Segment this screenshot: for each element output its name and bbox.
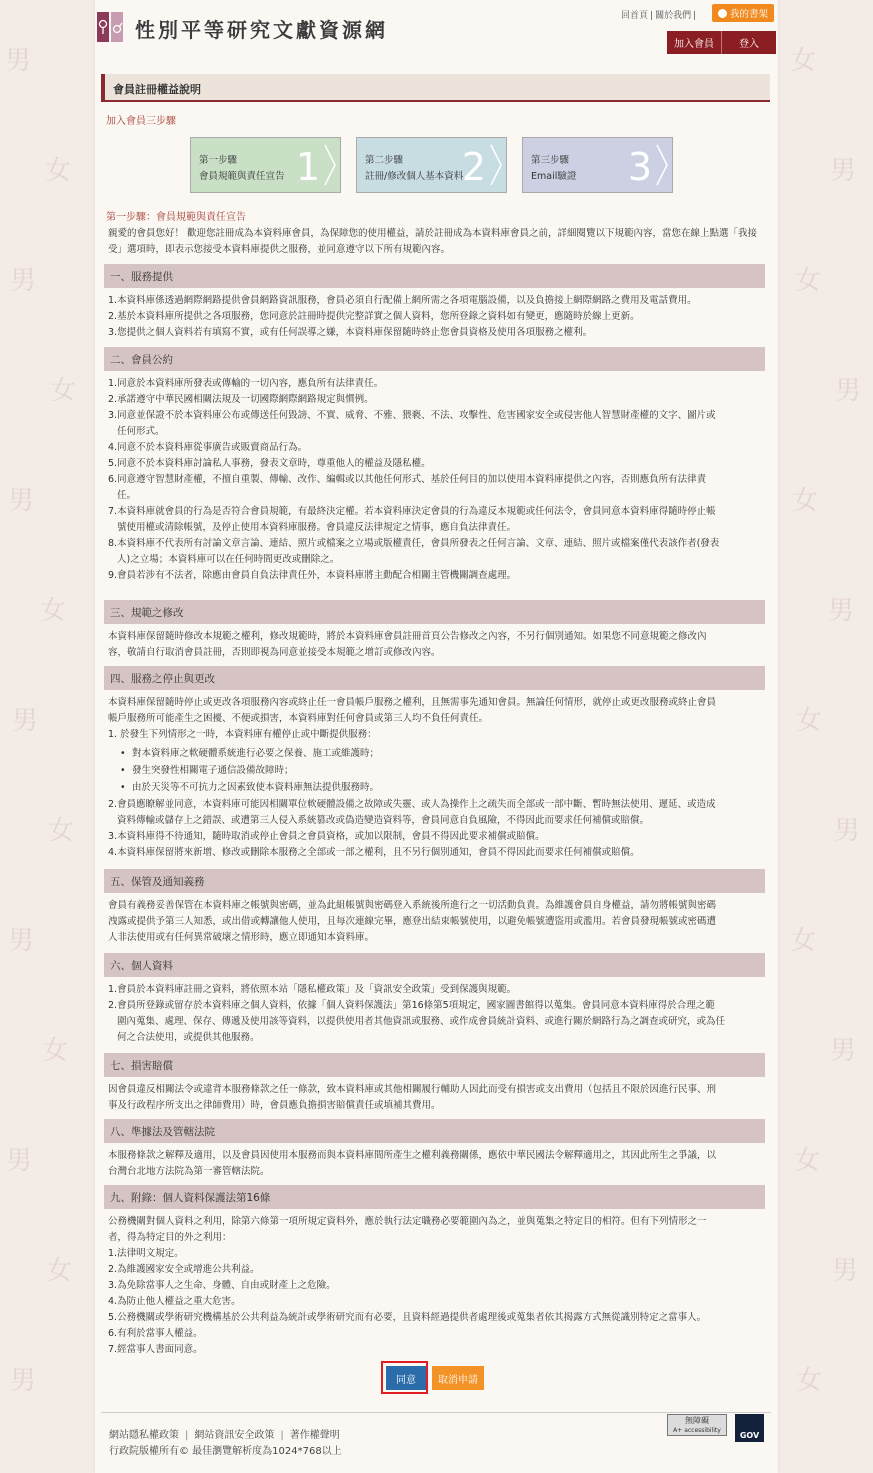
- section-3-body: [108, 629, 765, 661]
- section-5-body: [108, 898, 765, 946]
- background-glyph: 女: [794, 1146, 821, 1176]
- step-3-label: 第三步驟: [531, 155, 570, 166]
- paragraph-line: 本資料庫保留隨時修改本規範之權利，修改規範時，將於本資料庫會員註冊首頁公告修改之內容，不另行個別通知。如果您不同意規範之修改內: [108, 631, 707, 642]
- section-2-title: 二、會員公約: [110, 354, 173, 366]
- page-title: 會員註冊權益說明: [113, 83, 201, 96]
- section-3-header: [104, 600, 765, 624]
- paragraph-line: 1.法律明文規定。: [108, 1248, 184, 1259]
- paragraph-line: 台灣台北地方法院為第一審管轄法院。: [108, 1166, 270, 1177]
- paragraph-line: 3.本資料庫得不待通知，隨時取消或停止會員之會員資格，或加以限制，會員不得因此要求補償或賠償。: [108, 831, 545, 842]
- background-glyph: 女: [790, 926, 817, 956]
- background-glyph: 女: [40, 596, 67, 626]
- paragraph-line: 1. 於發生下列情形之一時，本資料庫有權停止或中斷提供服務：: [108, 729, 377, 740]
- list-item: • 由於天災等不可抗力之因素致使本資料庫無法提供服務時。: [132, 780, 379, 796]
- paragraph-line: 5.公務機關或學術研究機構基於公共利益為統計或學術研究而有必要，且資料經過提供者處理後或蒐集者依其揭露方式無從識別特定之當事人。: [108, 1312, 707, 1323]
- paragraph-line: 本資料庫保留隨時停止或更改各項服務內容或終止任一會員帳戶服務之權利，且無需事先通知會員。無論任何情形，就停止或更改服務或終止會員: [108, 697, 717, 708]
- section-4-body: [108, 695, 765, 743]
- paragraph-line: 任何形式。: [117, 426, 165, 437]
- step-3-box: [522, 137, 673, 193]
- background-glyph: 女: [50, 376, 77, 406]
- site-title[interactable]: 性別平等研究文獻資源網: [135, 18, 388, 42]
- my-bookshelf-label: 我的書架: [729, 9, 768, 20]
- section-7-header: [104, 1053, 765, 1077]
- section-2-header: [104, 347, 765, 371]
- section-2-body: [108, 376, 765, 584]
- background-glyph: 女: [45, 156, 72, 186]
- paragraph-line: 4.為防止他人權益之重大危害。: [108, 1296, 241, 1307]
- background-glyph: 男: [832, 1256, 859, 1286]
- background-glyph: 女: [790, 46, 817, 76]
- section-1-header: [104, 264, 765, 288]
- paragraph-line: 8.本資料庫不代表所有討論文章言論、連結、照片或檔案之立場或版權責任，會員所發表之任何言論、文章、連結、照片或檔案僅代表該作者(發表: [108, 538, 720, 549]
- gov-logo[interactable]: GOV: [735, 1414, 764, 1442]
- paragraph-line: 7.本資料庫就會員的行為是否符合會員規範，有最終決定權。若本資料庫決定會員的行為違反本規範或任何法令，會員同意本資料庫得隨時停止帳: [108, 506, 716, 517]
- site-logo-icon: [97, 12, 123, 42]
- background-glyph: 男: [834, 816, 861, 846]
- background-glyph: 女: [795, 266, 822, 296]
- step-1-box: [190, 137, 341, 193]
- paragraph-line: 6.同意遵守智慧財產權，不擅自重製、傳輸、改作、編輯或以其他任何形式、基於任何目的加以使用本資料庫提供之內容，否則應負所有法律責: [108, 474, 707, 485]
- section-4-title: 四、服務之停止與更改: [110, 673, 215, 685]
- paragraph-line: 容，敬請自行取消會員註冊，否則即視為同意並接受本規範之增訂或修改內容。: [108, 647, 441, 658]
- accessibility-badge[interactable]: [667, 1414, 727, 1436]
- paragraph-line: 何之合法使用，或提供其他服務。: [117, 1032, 260, 1043]
- chevron-right-icon: [324, 144, 336, 186]
- step-3-number: 3: [627, 145, 652, 189]
- section-4-body-continued: [108, 797, 765, 861]
- background-glyph: 男: [8, 926, 35, 956]
- paragraph-line: 2.為維護國家安全或增進公共利益。: [108, 1264, 260, 1275]
- section-9-header: [104, 1185, 765, 1209]
- paragraph-line: 4.本資料庫保留將來新增、修改或刪除本服務之全部或一部之權利，且不另行個別通知，會員不得因此而要求任何補償或賠償。: [108, 847, 640, 858]
- paragraph-line: 本服務條款之解釋及適用，以及會員因使用本服務而與本資料庫間所產生之權利義務關係，應依中華民國法令解釋適用之，其因此所生之爭議，以: [108, 1150, 717, 1161]
- background-glyph: 男: [830, 1036, 857, 1066]
- paragraph-line: 6.有利於當事人權益。: [108, 1328, 203, 1339]
- bookshelf-icon: [718, 9, 727, 18]
- background-glyph: 女: [42, 1036, 69, 1066]
- paragraph-line: 人)之立場；本資料庫可以在任何時間更改或刪除之。: [117, 554, 340, 565]
- chevron-right-icon: [656, 144, 668, 186]
- footer-divider: [101, 1412, 771, 1413]
- paragraph-line: 3.您提供之個人資料若有填寫不實，或有任何誤導之嫌，本資料庫保留隨時終止您會員資格及使用各項服務之權利。: [108, 327, 593, 338]
- steps-heading: 加入會員三步驟: [106, 116, 176, 127]
- title-underline: [101, 100, 770, 102]
- section-7-title: 七、損害賠償: [110, 1060, 173, 1072]
- section-4-header: [104, 666, 765, 690]
- section-1-title: 一、服務提供: [110, 271, 173, 283]
- step-1-number: 1: [295, 145, 320, 189]
- top-links: 回首頁 | 關於我們 |: [621, 11, 697, 21]
- background-glyph: 女: [792, 486, 819, 516]
- security-policy-link[interactable]: 網站資訊安全政策: [194, 1430, 275, 1441]
- join-member-button[interactable]: 加入會員: [667, 31, 722, 54]
- background-glyph: 男: [835, 376, 862, 406]
- intro-text: 親愛的會員您好！ 歡迎您註冊成為本資料庫會員，為保障您的使用權益，請於註冊成為本資料庫會員之前，詳細閱覽以下規範內容，當您在線上點選「我接受」選項時，即表示您接受本資料庫提供之服務，並同意遵守以下所有規範內容。: [108, 228, 758, 255]
- paragraph-line: 3.同意並保證不於本資料庫公布或傳送任何毀謗、不實、威脅、不雅、猥褻、不法、攻擊性、危害國家安全或侵害他人智慧財產權的文字、圖片或: [108, 410, 716, 421]
- paragraph-line: 3.為免除當事人之生命、身體、自由或財產上之危險。: [108, 1280, 336, 1291]
- paragraph-line: 會員有義務妥善保管在本資料庫之帳號與密碼，並為此組帳號與密碼登入系統後所進行之一切活動負責。為維護會員自身權益，請勿將帳號與密碼: [108, 900, 717, 911]
- paragraph-line: 4.同意不於本資料庫從事廣告或販賣商品行為。: [108, 442, 308, 453]
- paragraph-line: 1.本資料庫係透過網際網路提供會員網路資訊服務，會員必須自行配備上網所需之各項電腦設備，以及負擔接上網際網路之費用及電話費用。: [108, 295, 697, 306]
- paragraph-line: 2.承諾遵守中華民國相關法規及一切國際網際網路規定與慣例。: [108, 394, 374, 405]
- paragraph-line: 9.會員若涉有不法者，除應由會員自負法律責任外，本資料庫將主動配合相關主管機關調查處理。: [108, 570, 517, 581]
- paragraph-line: 1.會員於本資料庫註冊之資料，將依照本站「隱私權政策」及「資訊安全政策」受到保護與規範。: [108, 984, 517, 995]
- page-title-bar: [101, 74, 770, 100]
- main-page: [95, 0, 778, 1473]
- copyright-link[interactable]: 著作權聲明: [289, 1430, 340, 1441]
- paragraph-line: 5.同意不於本資料庫討論私人事務，發表文章時，尊重他人的權益及隱私權。: [108, 458, 431, 469]
- paragraph-line: 帳戶服務所可能產生之困擾、不便或損害，本資料庫對任何會員或第三人均不負任何責任。: [108, 713, 489, 724]
- accessibility-label: 無障礙: [685, 1416, 709, 1425]
- background-glyph: 男: [828, 596, 855, 626]
- login-button[interactable]: 登入: [739, 39, 759, 50]
- section-7-body: [108, 1082, 765, 1114]
- paragraph-line: 事及行政程序所支出之律師費用）時，會員應負擔損害賠償責任或填補其費用。: [108, 1100, 441, 1111]
- cancel-application-button[interactable]: 取消申請: [432, 1366, 484, 1390]
- section-3-title: 三、規範之修改: [110, 607, 184, 619]
- paragraph-line: 人非法使用或有任何異常破壞之情形時，應立即通知本資料庫。: [108, 932, 375, 943]
- background-glyph: 女: [46, 1256, 73, 1286]
- paragraph-line: 任。: [117, 490, 137, 501]
- section-5-title: 五、保管及通知義務: [110, 876, 205, 888]
- paragraph-line: 2.會員所登錄或留存於本資料庫之個人資料，依據「個人資料保護法」第16條第5項規定，國家圖書館得以蒐集。會員同意本資料庫得於合理之範: [108, 1000, 715, 1011]
- paragraph-line: 2.會員應瞭解並同意，本資料庫可能因相關單位軟硬體設備之故障或失靈、或人為操作上之疏失而全部或一部中斷、暫時無法使用、遲延、或造成: [108, 799, 716, 810]
- paragraph-line: 洩露或提供予第三人知悉，或出借或轉讓他人使用，且每次連線完畢，應登出結束帳號使用，以避免帳號遭盜用或濫用。若會員發現帳號或密碼遭: [108, 916, 717, 927]
- background-glyph: 女: [48, 816, 75, 846]
- privacy-policy-link[interactable]: 網站隱私權政策: [109, 1430, 179, 1441]
- step-1-desc: 會員規範與責任宣告: [199, 171, 285, 182]
- section-1-body: [108, 293, 765, 341]
- list-item: • 發生突發性相關電子通信設備故障時；: [132, 763, 294, 779]
- chevron-right-icon: [490, 144, 502, 186]
- paragraph-line: 者，得為特定目的外之利用：: [108, 1232, 232, 1243]
- paragraph-line: 2.基於本資料庫所提供之各項服務，您同意於註冊時提供完整詳實之個人資料，您所登錄之資料如有變更，應隨時於線上更新。: [108, 311, 640, 322]
- section-9-body: [108, 1214, 765, 1358]
- section-6-header: [104, 953, 765, 977]
- paragraph-line: 7.經當事人書面同意。: [108, 1344, 203, 1355]
- footer-links: 網站隱私權政策 | 網站資訊安全政策 | 著作權聲明: [109, 1430, 340, 1441]
- footer-copyright: 行政院版權所有© 最佳瀏覽解析度為1024*768以上: [109, 1446, 342, 1457]
- step-2-desc: 註冊/修改個人基本資料: [365, 171, 464, 182]
- agree-button[interactable]: 同意: [386, 1366, 426, 1390]
- background-glyph: 女: [796, 1366, 823, 1396]
- background-glyph: 男: [10, 266, 37, 296]
- section-6-body: [108, 982, 765, 1046]
- about-link[interactable]: 關於我們: [655, 11, 692, 21]
- paragraph-line: 公務機關對個人資料之利用，除第六條第一項所規定資料外，應於執行法定職務必要範圍內為之，並與蒐集之特定目的相符。但有下列情形之一: [108, 1216, 707, 1227]
- list-item: • 對本資料庫之軟硬體系統進行必要之保養、施工或維護時；: [132, 746, 379, 762]
- background-glyph: 男: [8, 486, 35, 516]
- background-glyph: 男: [10, 1366, 37, 1396]
- my-bookshelf-button[interactable]: [712, 4, 774, 22]
- user-menu-bar: [667, 31, 776, 54]
- section-6-title: 六、個人資料: [110, 960, 173, 972]
- section-9-title: 九、附錄：個人資料保護法第16條: [110, 1192, 271, 1204]
- step-2-box: [356, 137, 507, 193]
- paragraph-line: 號使用權或清除帳號，及停止使用本資料庫服務。會員違反法律規定之情事，應自負法律責任。: [117, 522, 517, 533]
- step-2-label: 第二步驟: [365, 155, 404, 166]
- section-8-title: 八、準據法及管轄法院: [110, 1126, 215, 1138]
- step1-title: 第一步驟：會員規範與責任宣告: [106, 212, 246, 223]
- background-glyph: 男: [5, 46, 32, 76]
- home-link[interactable]: 回首頁: [621, 11, 649, 21]
- paragraph-line: 圍內蒐集、處理、保存、傳遞及使用該等資料，以提供使用者其他資訊或服務、或作成會員統計資料、或進行關於網路行為之調查或研究，或為任: [117, 1016, 726, 1027]
- paragraph-line: 資料傳輸或儲存上之錯誤、或遭第三人侵入系統篡改或偽造變造資料等，會員同意自負風險，不得因此而要求任何補償或賠償。: [117, 815, 650, 826]
- background-glyph: 男: [830, 156, 857, 186]
- section-5-header: [104, 869, 765, 893]
- background-glyph: 男: [12, 706, 39, 736]
- step-2-number: 2: [461, 145, 486, 189]
- step-3-desc: Email驗證: [531, 171, 577, 182]
- accessibility-sublabel: A+ accessibility: [673, 1427, 721, 1434]
- background-glyph: 男: [6, 1146, 33, 1176]
- section-8-header: [104, 1119, 765, 1143]
- paragraph-line: 因會員違反相關法令或違背本服務條款之任一條款，致本資料庫或其他相關履行輔助人因此而受有損害或支出費用（包括且不限於因進行民事、刑: [108, 1084, 717, 1095]
- step-1-label: 第一步驟: [199, 155, 238, 166]
- background-glyph: 女: [796, 706, 823, 736]
- paragraph-line: 1.同意於本資料庫所發表或傳輸的一切內容，應負所有法律責任。: [108, 378, 384, 389]
- section-8-body: [108, 1148, 765, 1180]
